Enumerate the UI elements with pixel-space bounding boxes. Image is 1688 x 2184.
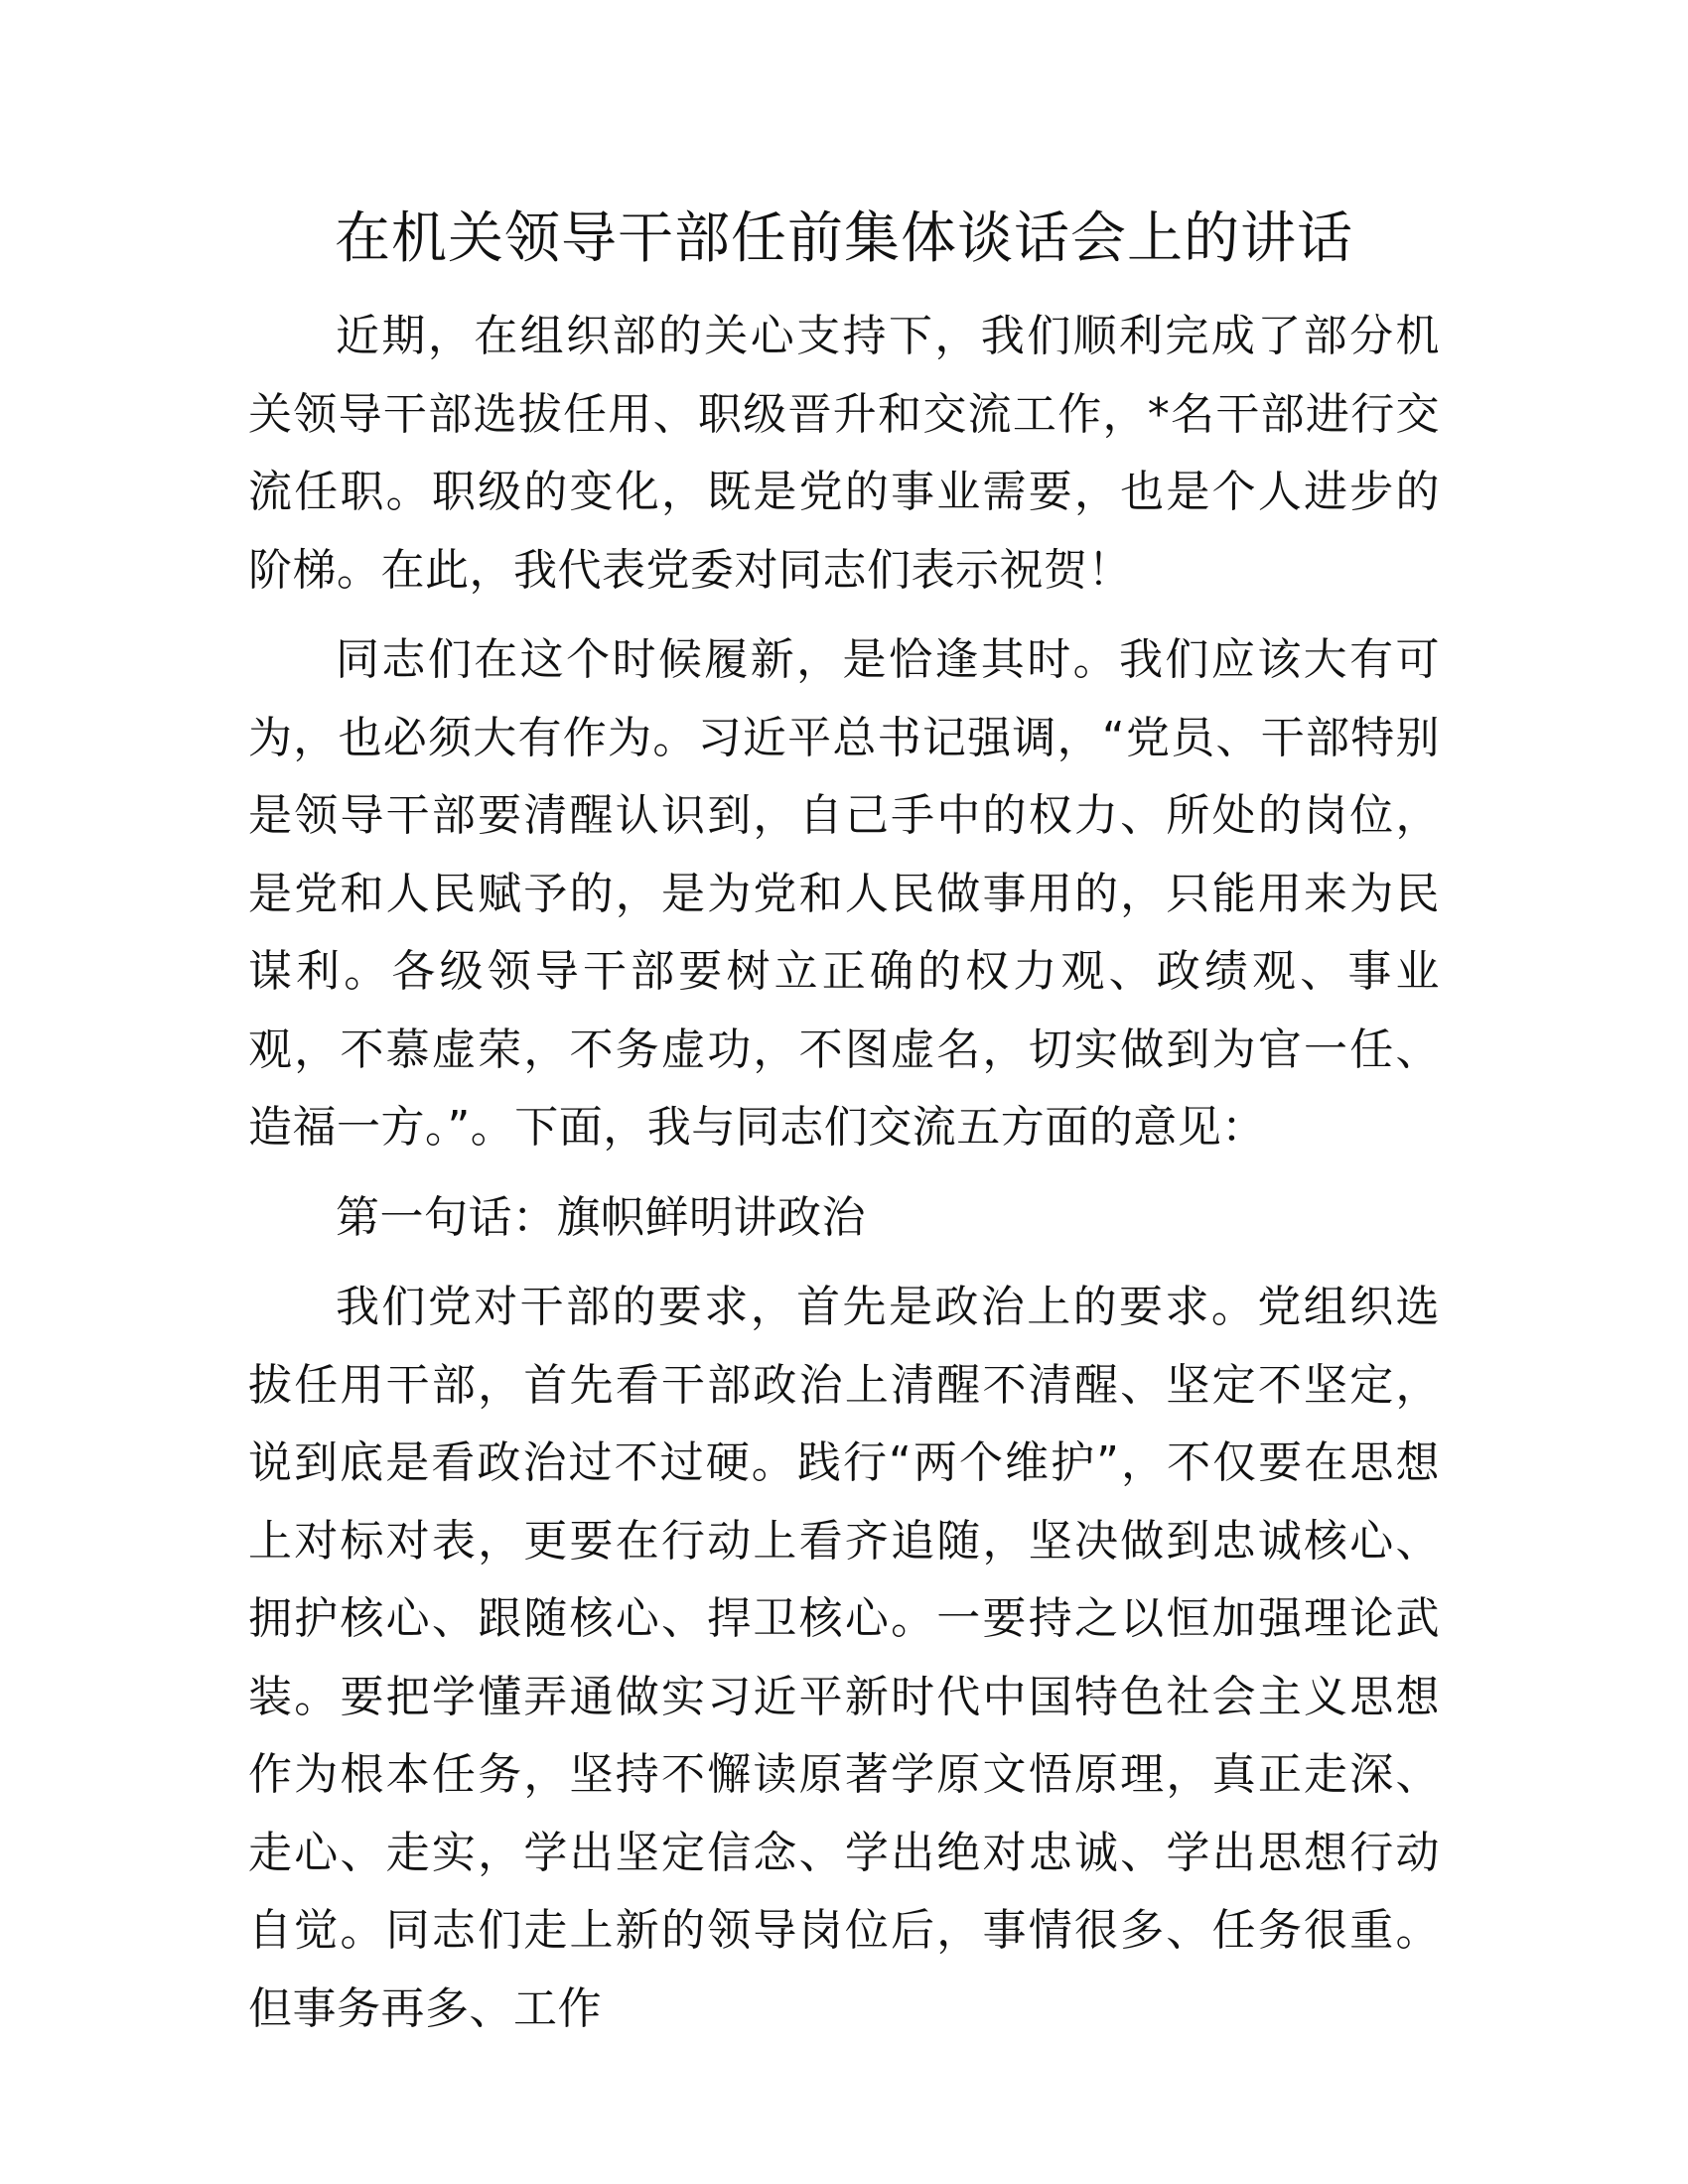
paragraph-context: 同志们在这个时候履新，是恰逢其时。我们应该大有可为，也必须大有作为。习近平总书记强调，“党员、干部特别是领导干部要清醒认识到，自己手中的权力、所处的岗位，是党和人民赋予的，是为党和人民做事用的，只能用来为民谋利。各级领导干部要树立正确的权力观、政绩观、事业观，不慕虚荣，不务虚功，不图虚名，切实做到为官一任、造福一方。”。下面，我与同志们交流五方面的意见： — [248, 634, 1440, 1153]
document-title: 在机关领导干部任前集体谈话会上的讲话 — [335, 206, 1353, 271]
document-body — [248, 298, 1440, 2060]
paragraph-politics: 我们党对干部的要求，首先是政治上的要求。党组织选拔任用干部，首先看干部政治上清醒不清醒、坚定不坚定，说到底是看政治过不过硬。践行“两个维护”，不仅要在思想上对标对表，更要在行动上看齐追随，坚决做到忠诚核心、拥护核心、跟随核心、捍卫核心。一要持之以恒加强理论武装。要把学懂弄通做实习近平新时代中国特色社会主义思想作为根本任务，坚持不懈读原著学原文悟原理，真正走深、走心、走实，学出坚定信念、学出绝对忠诚、学出思想行动自觉。同志们走上新的领导岗位后，事情很多、任务很重。但事务再多、工作 — [248, 1282, 1440, 2034]
paragraph-intro: 近期，在组织部的关心支持下，我们顺利完成了部分机关领导干部选拔任用、职级晋升和交流工作，*名干部进行交流任职。职级的变化，既是党的事业需要，也是个人进步的阶梯。在此，我代表党委对同志们表示祝贺！ — [248, 311, 1440, 596]
section-heading-first: 第一句话：旗帜鲜明讲政治 — [336, 1191, 866, 1243]
